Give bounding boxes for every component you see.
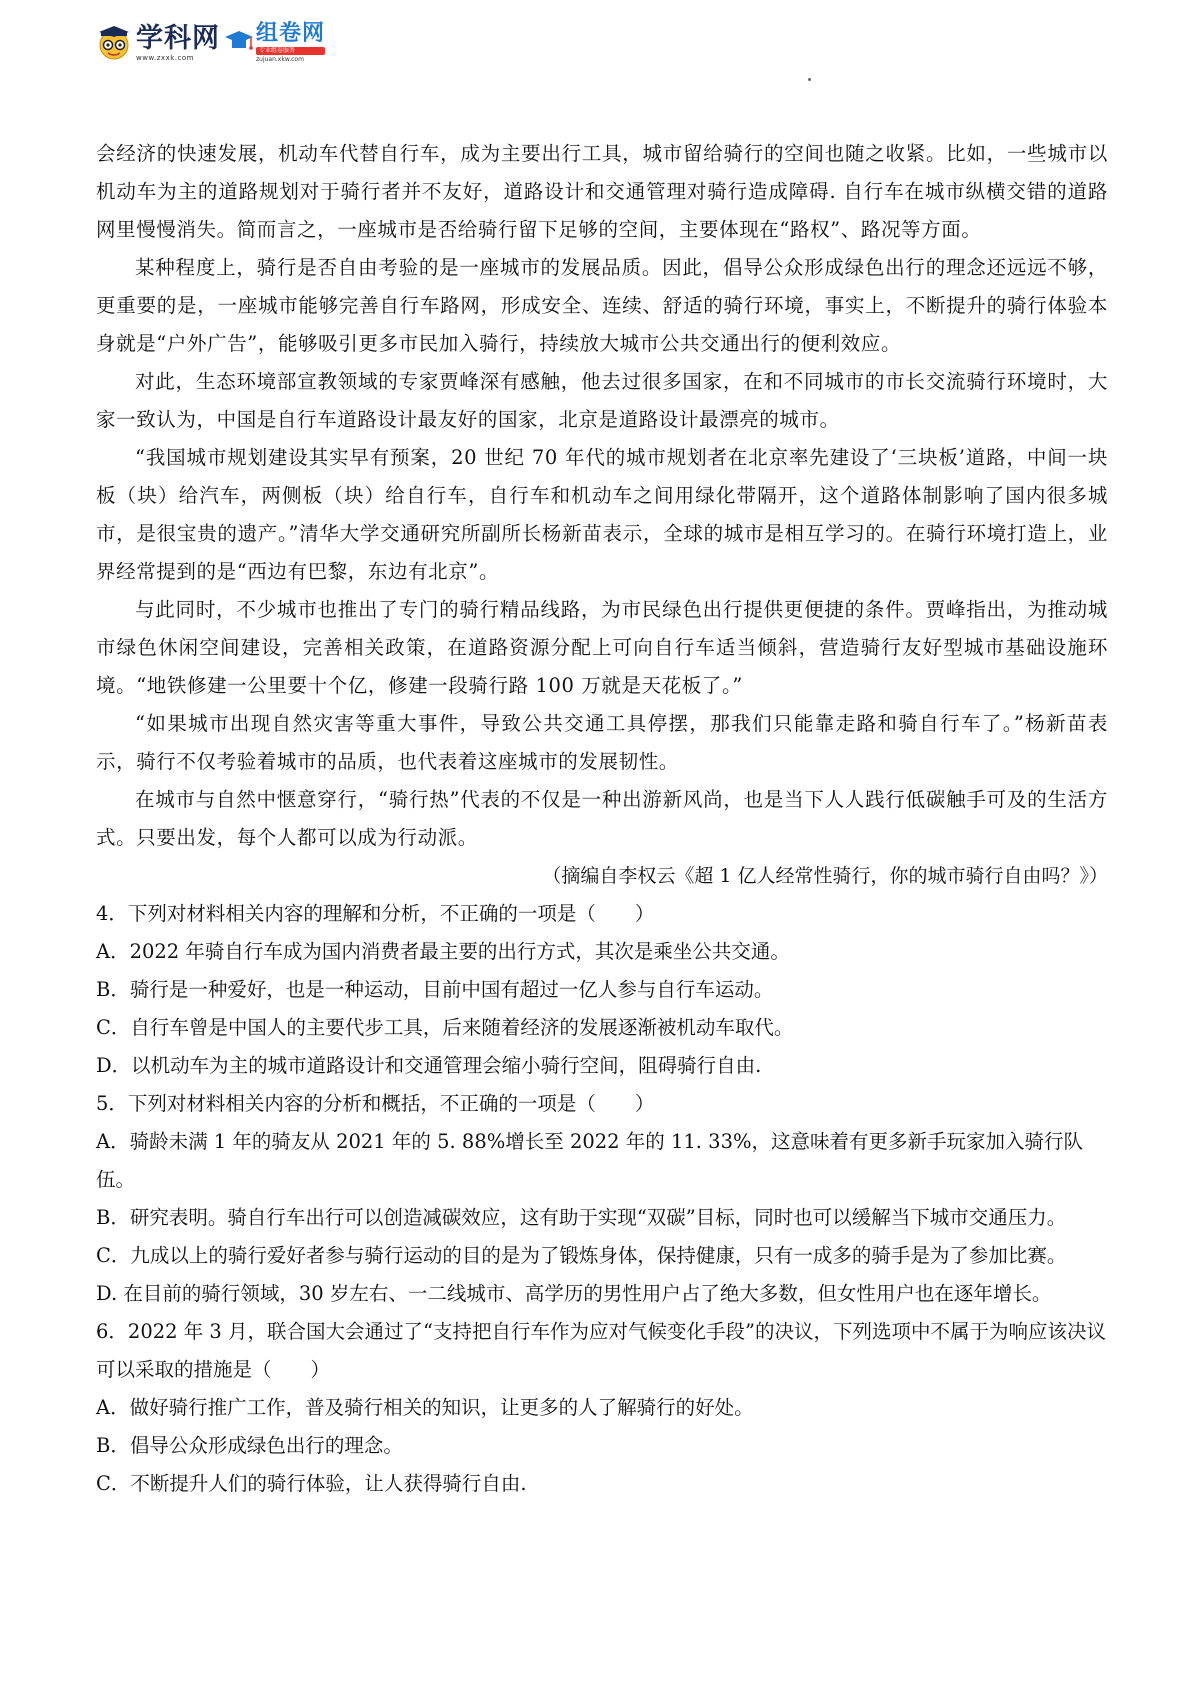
question-option: C．九成以上的骑行爱好者参与骑行运动的目的是为了锻炼身体，保持健康，只有一成多的骑手是为了参加比赛。 — [96, 1244, 1067, 1267]
passage-paragraph: 与此同时，不少城市也推出了专门的骑行精品线路，为市民绿色出行提供更便捷的条件。贾峰指出，为推动城市绿色休闲空间建设，完善相关政策，在道路资源分配上可向自行车适当倾斜，营造骑行友好型城市基础设施环境。“地铁修建一公里要十个亿，修建一段骑行路 100 万就是天花板了。” — [96, 598, 1108, 697]
question-option: C．不断提升人们的骑行体验，让人获得骑行自由. — [96, 1472, 527, 1495]
zjw-logo-url: zujuan.xkw.com — [256, 56, 304, 63]
question-stem: 4．下列对材料相关内容的理解和分析，不正确的一项是（ ） — [96, 902, 655, 925]
passage-source: （摘编自李权云《超 1 亿人经常性骑行，你的城市骑行自由吗？》） — [542, 865, 1108, 887]
question-4 — [96, 895, 1108, 1085]
document-body — [96, 135, 1108, 1503]
passage-paragraph: 在城市与自然中惬意穿行，“骑行热”代表的不仅是一种出游新风尚，也是当下人人践行低碳触手可及的生活方式。只要出发，每个人都可以成为行动派。 — [96, 788, 1108, 849]
passage-paragraph: 会经济的快速发展，机动车代替自行车，成为主要出行工具，城市留给骑行的空间也随之收紧。比如，一些城市以机动车为主的道路规划对于骑行者并不友好，道路设计和交通管理对骑行造成障碍. 自行车在城市纵横交错的道路网里慢慢消失。简而言之，一座城市是否给骑行留下足够的空间，主要体现在“路权”、路况等方面。 — [96, 142, 1108, 241]
header-logos — [96, 18, 325, 68]
question-5 — [96, 1085, 1108, 1313]
zjw-logo[interactable] — [224, 23, 325, 63]
question-option: A．骑龄未满 1 年的骑友从 2021 年的 5. 88%增长至 2022 年的 11. 33%，这意味着有更多新手玩家加入骑行队伍。 — [96, 1130, 1084, 1191]
question-6 — [96, 1313, 1108, 1503]
question-option: B．倡导公众形成绿色出行的理念。 — [96, 1434, 403, 1457]
zjw-logo-slogan: 专业组卷服务 — [256, 47, 325, 55]
question-option: D．以机动车为主的城市道路设计和交通管理会缩小骑行空间，阻碍骑行自由. — [96, 1054, 762, 1077]
question-option: B．骑行是一种爱好，也是一种运动，目前中国有超过一亿人参与自行车运动。 — [96, 978, 774, 1001]
question-stem: 5．下列对材料相关内容的分析和概括，不正确的一项是（ ） — [96, 1092, 655, 1115]
question-stem: 6．2022 年 3 月，联合国大会通过了“支持把自行车作为应对气候变化手段”的决议，下列选项中不属于为响应该决议可以采取的措施是（ ） — [96, 1320, 1106, 1381]
question-option: C．自行车曾是中国人的主要代步工具，后来随着经济的发展逐渐被机动车取代。 — [96, 1016, 794, 1039]
graduation-cap-icon — [224, 25, 254, 61]
passage-paragraph: 对此，生态环境部宣教领域的专家贾峰深有感触，他去过很多国家，在和不同城市的市长交流骑行环境时，大家一致认为，中国是自行车道路设计最友好的国家，北京是道路设计最漂亮的城市。 — [96, 370, 1108, 431]
passage-paragraph: 某种程度上，骑行是否自由考验的是一座城市的发展品质。因此，倡导公众形成绿色出行的理念还远远不够，更重要的是，一座城市能够完善自行车路网，形成安全、连续、舒适的骑行环境，事实上，不断提升的骑行体验本身就是“户外广告”，能够吸引更多市民加入骑行，持续放大城市公共交通出行的便利效应。 — [96, 256, 1108, 355]
xkw-logo-url: www.zxxk.com — [136, 53, 194, 62]
passage-paragraph: “如果城市出现自然灾害等重大事件，导致公共交通工具停摆，那我们只能靠走路和骑自行车了。”杨新苗表示，骑行不仅考验着城市的品质，也代表着这座城市的发展韧性。 — [96, 712, 1108, 773]
mascot-face-icon — [96, 25, 132, 61]
question-option: A．2022 年骑自行车成为国内消费者最主要的出行方式，其次是乘坐公共交通。 — [96, 940, 790, 963]
xkw-logo-name: 学科网 — [136, 22, 220, 54]
xkw-logo[interactable] — [96, 22, 220, 62]
question-option: A．做好骑行推广工作，普及骑行相关的知识，让更多的人了解骑行的好处。 — [96, 1396, 754, 1419]
question-option: D. 在目前的骑行领域，30 岁左右、一二线城市、高学历的男性用户占了绝大多数，但女性用户也在逐年增长。 — [96, 1282, 1052, 1305]
zjw-logo-name: 组卷网 — [256, 21, 326, 46]
scan-dot — [808, 78, 811, 81]
passage-paragraph: “我国城市规划建设其实早有预案，20 世纪 70 年代的城市规划者在北京率先建设了‘三块板’道路，中间一块板（块）给汽车，两侧板（块）给自行车，自行车和机动车之间用绿化带隔开，这个道路体制影响了国内很多城市，是很宝贵的遗产。”清华大学交通研究所副所长杨新苗表示，全球的城市是相互学习的。在骑行环境打造上，业界经常提到的是“西边有巴黎，东边有北京”。 — [96, 446, 1108, 583]
question-option: B．研究表明。骑自行车出行可以创造减碳效应，这有助于实现“双碳”目标，同时也可以缓解当下城市交通压力。 — [96, 1206, 1067, 1229]
